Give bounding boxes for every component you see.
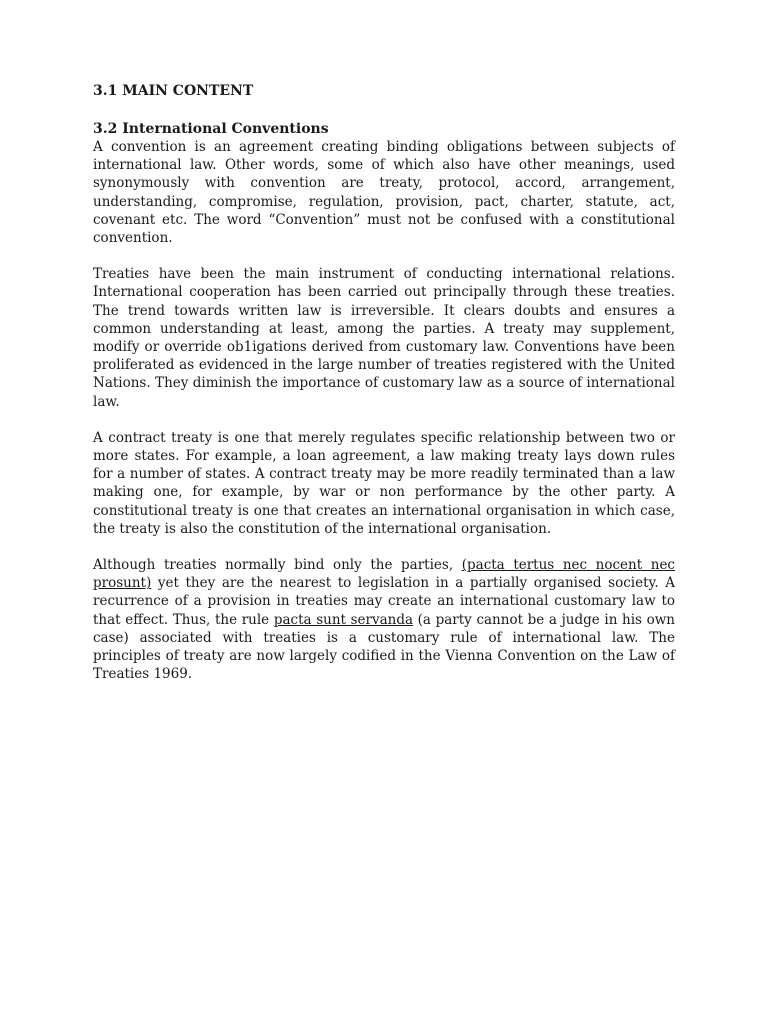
paragraph-text: yet they are the nearest to legislation in a partially organised society. A recurrence of a provision in treaties may create an international customary law to that effect. Thus, the rule <box>93 575 675 628</box>
main-content-heading: 3.1 MAIN CONTENT <box>93 83 254 99</box>
latin-phrase-pacta-sunt-servanda: pacta sunt servanda <box>273 611 414 628</box>
section-heading: 3.2 International Conventions <box>93 121 329 137</box>
paragraph-treaties-instrument: Treaties have been the main instrument of conducting international relations. International cooperation has been carried out principally through these treaties. The trend towards written law is irreversible. It clears doubts and ensures a common understanding at least, among the parties. A treaty may supplement, modify or override ob1igations derived from customary law. Conventions have been proliferated as evidenced in the large number of treaties registered with the United Nations. They diminish the importance of customary law as a source of international law. <box>93 266 675 410</box>
paragraph-text: Although treaties normally bind only the parties, <box>93 557 462 574</box>
paragraph-text: (a party cannot be a judge in his own case) associated with treaties is a customary rule of international law. The principles of treaty are now largely codified in the Vienna Convention on the Law of Treaties 1969. <box>93 611 675 683</box>
document-page <box>93 82 675 701</box>
paragraph-treaties-bind-parties <box>93 556 675 683</box>
latin-phrase-pacta-tertus: (pacta tertus nec nocent nec prosunt) <box>93 557 675 592</box>
paragraph-contract-treaty: A contract treaty is one that merely regulates specific relationship between two or more states. For example, a loan agreement, a law making treaty lays down rules for a number of states. A contract treaty may be more readily terminated than a law making one, for example, by war or non performance by the other party. A constitutional treaty is one that creates an international organisation in which case, the treaty is also the constitution of the international organisation. <box>93 429 675 537</box>
paragraph-convention-definition: A convention is an agreement creating binding obligations between subjects of international law. Other words, some of which also have other meanings, used synonymously with convention are treaty, protocol, accord, arrangement, understanding, compromise, regulation, provision, pact, charter, statute, act, covenant etc. The word “Convention” must not be confused with a constitutional convention. <box>93 139 675 247</box>
